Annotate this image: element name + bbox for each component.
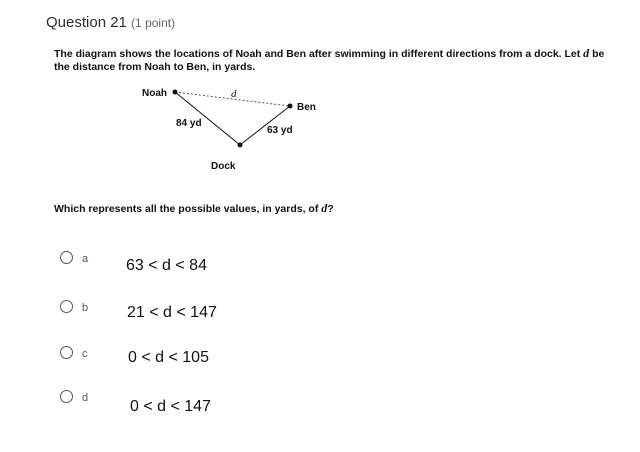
option-b-letter: b [82, 302, 89, 314]
option-d-letter: d [82, 392, 89, 404]
question-title: Question 21 [46, 14, 127, 31]
option-c-letter: c [82, 348, 88, 360]
option-d-value[interactable]: 0 < d < 147 [130, 398, 211, 415]
option-d-radio[interactable] [60, 390, 73, 403]
prompt-text-after: ? [327, 203, 334, 215]
question-prompt [54, 201, 334, 216]
option-b-value[interactable]: 21 < d < 147 [127, 304, 217, 321]
noah-label: Noah [142, 88, 167, 99]
dock-point [238, 143, 243, 148]
option-a-value[interactable]: 63 < d < 84 [126, 257, 207, 274]
prompt-text-before: Which represents all the possible values, in yards, of [54, 203, 322, 215]
option-b-radio[interactable] [60, 300, 73, 313]
option-c-value[interactable]: 0 < d < 105 [128, 349, 209, 366]
question-points: (1 point) [131, 16, 176, 30]
stem-variable: d [583, 46, 590, 60]
d-label: d [231, 88, 237, 100]
dock-label: Dock [211, 161, 236, 172]
ben-label: Ben [297, 102, 316, 113]
noah-point [173, 90, 178, 95]
option-c-radio[interactable] [60, 346, 73, 359]
noah-dock-distance-label: 84 yd [176, 118, 202, 129]
stem-text-after: be the distance from Noah to Ben, in yards. [54, 48, 605, 73]
option-a-radio[interactable] [60, 251, 73, 264]
ben-point [288, 104, 293, 109]
ben-dock-distance-label: 63 yd [267, 125, 293, 136]
stem-text-before: The diagram shows the locations of Noah and Ben after swimming in different directions from a dock. Let [54, 48, 584, 60]
option-a-letter: a [82, 253, 89, 265]
prompt-variable: d [321, 201, 328, 215]
